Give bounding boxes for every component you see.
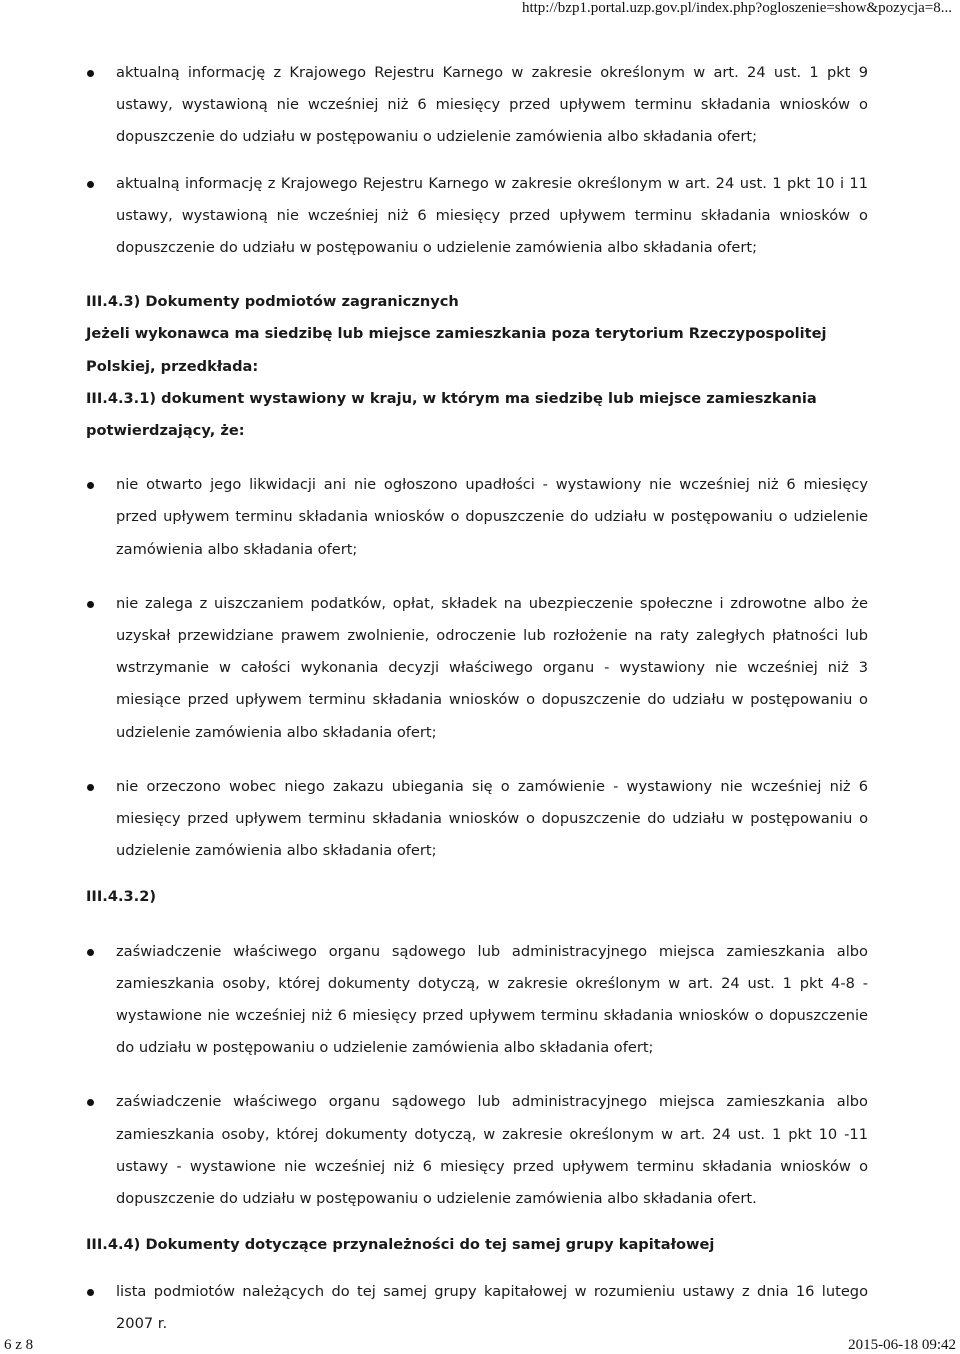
bullet-icon xyxy=(87,949,94,956)
court-certificates-list xyxy=(86,936,868,1216)
list-item: lista podmiotów należących do tej samej grupy kapitałowej w rozumieniu ustawy z dnia 16 lutego 2007 r. xyxy=(86,1276,868,1340)
section-intro: Jeżeli wykonawca ma siedzibę lub miejsce zamieszkania poza terytorium Rzeczypospolitej Polskiej, przedkłada: xyxy=(86,325,827,375)
page-url-header: http://bzp1.portal.uzp.gov.pl/index.php?ogloszenie=show&pozycja=8... xyxy=(521,0,952,16)
krk-list xyxy=(86,57,868,264)
bullet-icon xyxy=(87,181,94,188)
subsection-heading-4331: III.4.3.1) dokument wystawiony w kraju, w którym ma siedzibę lub miejsce zamieszkania potwierdzający, że: xyxy=(86,389,817,440)
bullet-icon xyxy=(87,70,94,77)
bullet-icon xyxy=(87,784,94,791)
section-heading-433: III.4.3) Dokumenty podmiotów zagranicznych xyxy=(86,293,459,311)
list-item: nie orzeczono wobec niego zakazu ubiegania się o zamówienie - wystawiony nie wcześniej niż 6 miesięcy przed upływem terminu składania wniosków o dopuszczenie do udziału w postępowaniu o udzielenie zamówienia albo składania ofert; xyxy=(86,771,868,868)
bullet-icon xyxy=(87,482,94,489)
capital-group-list xyxy=(86,1276,868,1340)
bullet-icon xyxy=(87,601,94,608)
foreign-docs-list xyxy=(86,469,868,867)
document-content xyxy=(86,57,868,1340)
subsection-heading-4332: III.4.3.2) xyxy=(86,888,157,906)
bullet-icon xyxy=(87,1289,94,1296)
section-heading-434: III.4.4) Dokumenty dotyczące przynależności do tej samej grupy kapitałowej xyxy=(86,1236,715,1254)
page-number: 6 z 8 xyxy=(4,1337,34,1353)
list-item: nie otwarto jego likwidacji ani nie ogłoszono upadłości - wystawiony nie wcześniej niż 6 miesięcy przed upływem terminu składania wniosków o dopuszczenie do udziału w postępowaniu o udzielenie zamówienia albo składania ofert; xyxy=(86,469,868,566)
list-item: zaświadczenie właściwego organu sądowego lub administracyjnego miejsca zamieszkania albo zamieszkania osoby, której dokumenty dotyczą, w zakresie określonym w art. 24 ust. 1 pkt 10 -11 ustawy - wystawione nie wcześniej niż 6 miesięcy przed upływem terminu składania wniosków o dopuszczenie do udziału w postępowaniu o udzielenie zamówienia albo składania ofert. xyxy=(86,1086,868,1215)
list-item: aktualną informację z Krajowego Rejestru Karnego w zakresie określonym w art. 24 ust. 1 pkt 10 i 11 ustawy, wystawioną nie wcześniej niż 6 miesięcy przed upływem terminu składania wniosków o dopuszczenie do udziału w postępowaniu o udzielenie zamówienia albo składania ofert; xyxy=(86,168,868,265)
print-timestamp: 2015-06-18 09:42 xyxy=(848,1337,956,1353)
list-item: aktualną informację z Krajowego Rejestru Karnego w zakresie określonym w art. 24 ust. 1 pkt 9 ustawy, wystawioną nie wcześniej niż 6 miesięcy przed upływem terminu składania wniosków o dopuszczenie do udziału w postępowaniu o udzielenie zamówienia albo składania ofert; xyxy=(86,57,868,154)
list-item: nie zalega z uiszczaniem podatków, opłat, składek na ubezpieczenie społeczne i zdrowotne albo że uzyskał przewidziane prawem zwolnienie, odroczenie lub rozłożenie na raty zaległych płatności lub wstrzymanie w całości wykonania decyzji właściwego organu - wystawiony nie wcześniej niż 3 miesiące przed upływem terminu składania wniosków o dopuszczenie do udziału w postępowaniu o udzielenie zamówienia albo składania ofert; xyxy=(86,588,868,749)
list-item: zaświadczenie właściwego organu sądowego lub administracyjnego miejsca zamieszkania albo zamieszkania osoby, której dokumenty dotyczą, w zakresie określonym w art. 24 ust. 1 pkt 4-8 - wystawione nie wcześniej niż 6 miesięcy przed upływem terminu składania wniosków o dopuszczenie do udziału w postępowaniu o udzielenie zamówienia albo składania ofert; xyxy=(86,936,868,1065)
bullet-icon xyxy=(87,1099,94,1106)
